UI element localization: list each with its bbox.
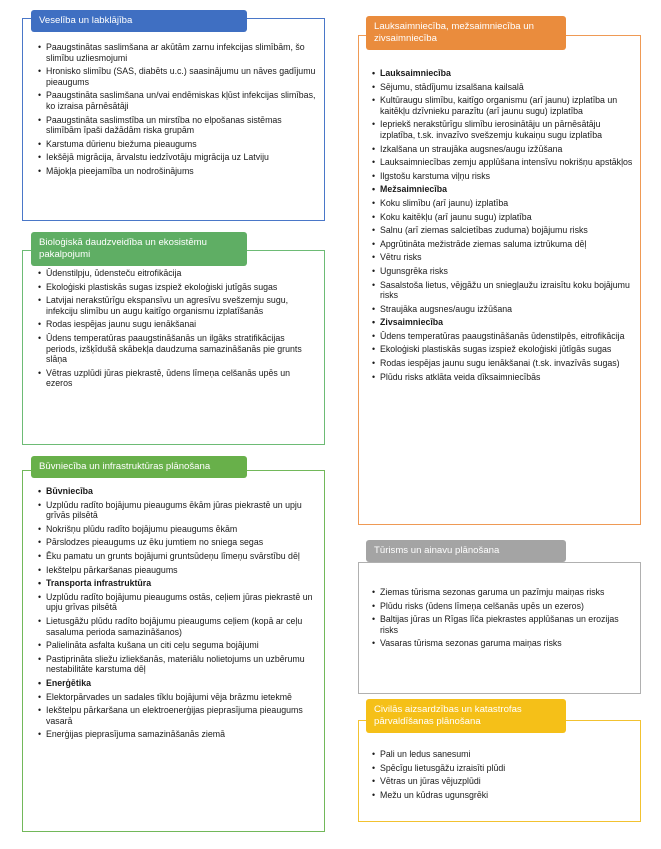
construction-subheading: • Transporta infrastruktūra: [38, 578, 318, 589]
civil-protection-item: • Mežu un kūdras ugunsgrēki: [372, 790, 634, 801]
agriculture-item: • Ekoloģiski plastiskās sugas izspiež ekoloģiski jūtīgās sugas: [372, 344, 634, 355]
agriculture-subheading: • Mežsaimniecība: [372, 184, 634, 195]
construction-item: • Uzplūdu radīto bojājumu pieaugums ostās, ceļiem jūras piekrastē un upju grīvas pilsētā: [38, 592, 318, 613]
tourism-header: Tūrisms un ainavu plānošana: [366, 540, 566, 562]
civil-protection-header: Civilās aizsardzības un katastrofas pārvaldīšanas plānošana: [366, 699, 566, 733]
health-header: Veselība un labklājība: [31, 10, 247, 32]
construction-item: • Elektorpārvades un sadales tīklu bojājumi vēja brāzmu ietekmē: [38, 692, 318, 703]
health-item: • Paaugstinātas saslimšana ar akūtām zarnu infekcijas slimībām, šo slimību uzliesmojumi: [38, 42, 318, 63]
construction-item: • Pastiprināta sliežu izliekšanās, materiālu nolietojums un uzbērumu nestabilitāte karstuma dēļ: [38, 654, 318, 675]
health-item: • Paaugstināta saslimstība un mirstība no elpošanas sistēmas slimībām īpaši dažādām riska grupām: [38, 115, 318, 136]
construction-item: • Ēku pamatu un grunts bojājumi gruntsūdeņu līmeņu svārstību dēļ: [38, 551, 318, 562]
agriculture-item: • Izkalšana un straujāka augsnes/augu izžūšana: [372, 144, 634, 155]
biodiversity-item: • Ūdens temperatūras paaugstināšanās un ilgāks stratifikācijas periods, izšķīdušā skābekļa daudzuma samazināšanās pie grunts slāņa: [38, 333, 318, 365]
agriculture-item: • Koku slimību (arī jaunu) izplatība: [372, 198, 634, 209]
construction-subheading: • Būvniecība: [38, 486, 318, 497]
civil-protection-list: [372, 749, 634, 803]
biodiversity-item: • Rodas iespējas jaunu sugu ienākšanai: [38, 319, 318, 330]
agriculture-item: • Ūdens temperatūras paaugstināšanās ūdenstilpēs, eitrofikācija: [372, 331, 634, 342]
construction-item: • Pārslodzes pieaugums uz ēku jumtiem no sniega segas: [38, 537, 318, 548]
agriculture-subheading: • Lauksaimniecība: [372, 68, 634, 79]
agriculture-item: • Apgrūtināta mežistrāde ziemas saluma iztrūkuma dēļ: [372, 239, 634, 250]
health-item: • Paaugstināta saslimšana un/vai endēmiskas kļūst infekcijas slimības, ko izraisa pārnēsātāji: [38, 90, 318, 111]
agriculture-item: • Iepriekš nerakstūrīgu slimību ierosinātāju un pārnēsātāju izplatība, t.sk. invazīvo svešzemju kukaiņu sugu izplatība: [372, 119, 634, 140]
health-item: • Hronisko slimību (SAS, diabēts u.c.) saasinājumu un nāves gadījumu pieaugums: [38, 66, 318, 87]
agriculture-item: • Plūdu risks atklāta veida dīksaimniecībās: [372, 372, 634, 383]
biodiversity-header: Bioloģiskā daudzveidība un ekosistēmu pakalpojumi: [31, 232, 247, 266]
construction-item: • Iekštelpu pārkaršanas pieaugums: [38, 565, 318, 576]
agriculture-item: • Salnu (arī ziemas salcietības zuduma) bojājumu risks: [372, 225, 634, 236]
construction-list: [38, 486, 318, 743]
civil-protection-item: • Pali un ledus sanesumi: [372, 749, 634, 760]
tourism-item: • Vasaras tūrisma sezonas garuma maiņas risks: [372, 638, 634, 649]
agriculture-item: • Vētru risks: [372, 252, 634, 263]
agriculture-item: • Ugunsgrēka risks: [372, 266, 634, 277]
civil-protection-item: • Spēcīgu lietusgāžu izraisīti plūdi: [372, 763, 634, 774]
agriculture-item: • Rodas iespējas jaunu sugu ienākšanai (t.sk. invazīvās sugas): [372, 358, 634, 369]
agriculture-item: • Sasalstoša lietus, vējgāžu un sniegļaužu izraisītu koku bojājumu risks: [372, 280, 634, 301]
construction-item: • Uzplūdu radīto bojājumu pieaugums ēkām jūras piekrastē un upju grīvās pilsētā: [38, 500, 318, 521]
health-list: [38, 42, 318, 180]
biodiversity-item: • Ekoloģiski plastiskās sugas izspiež ekoloģiski jutīgās sugas: [38, 282, 318, 293]
agriculture-item: • Koku kaitēkļu (arī jaunu sugu) izplatība: [372, 212, 634, 223]
biodiversity-list: [38, 268, 318, 392]
biodiversity-item: • Vētras uzplūdi jūras piekrastē, ūdens līmeņa celšanās upēs un ezeros: [38, 368, 318, 389]
agriculture-item: • Straujāka augsnes/augu izžūšana: [372, 304, 634, 315]
health-item: • Mājokļa pieejamība un nodrošinājums: [38, 166, 318, 177]
health-item: • Iekšējā migrācija, ārvalstu iedzīvotāju migrācija uz Latviju: [38, 152, 318, 163]
construction-header: Būvniecība un infrastruktūras plānošana: [31, 456, 247, 478]
construction-item: • Palielināta asfalta kušana un citi ceļu seguma bojājumi: [38, 640, 318, 651]
health-item: • Karstuma dūrienu biežuma pieaugums: [38, 139, 318, 150]
civil-protection-item: • Vētras un jūras vējuzplūdi: [372, 776, 634, 787]
biodiversity-item: • Ūdenstilpju, ūdensteču eitrofikācija: [38, 268, 318, 279]
construction-item: • Enerģijas pieprasījuma samazināšanās ziemā: [38, 729, 318, 740]
construction-item: • Iekštelpu pārkaršana un elektroenerģijas pieprasījuma pieaugums vasarā: [38, 705, 318, 726]
agriculture-subheading: • Zivsaimniecība: [372, 317, 634, 328]
tourism-item: • Baltijas jūras un Rīgas līča piekrastes applūšanas un erozijas risks: [372, 614, 634, 635]
construction-item: • Nokrišņu plūdu radīto bojājumu pieaugums ēkām: [38, 524, 318, 535]
tourism-item: • Plūdu risks (ūdens līmeņa celšanās upēs un ezeros): [372, 601, 634, 612]
tourism-item: • Ziemas tūrisma sezonas garuma un pazīmju maiņas risks: [372, 587, 634, 598]
agriculture-item: • Kultūraugu slimību, kaitīgo organismu (arī jaunu) izplatība un kaitēkļu dzīvnieku parazītu (arī jaunu sugu) izplatība: [372, 95, 634, 116]
agriculture-item: • Ilgstošu karstuma viļņu risks: [372, 171, 634, 182]
agriculture-list: [372, 68, 634, 385]
construction-subheading: • Enerģētika: [38, 678, 318, 689]
construction-item: • Lietusgāžu plūdu radīto bojājumu pieaugums ceļiem (kopā ar ceļu sasaluma perioda samazināšanos): [38, 616, 318, 637]
biodiversity-item: • Latvijai nerakstūrīgu ekspansīvu un agresīvu svešzemju sugu, infekciju slimību un augu kaitīgo organismu izplatīšanās: [38, 295, 318, 316]
agriculture-header: Lauksaimniecība, mežsaimniecība un zivsaimniecība: [366, 16, 566, 50]
agriculture-item: • Lauksaimniecības zemju applūšana intensīvu nokrišņu apstākļos: [372, 157, 634, 168]
tourism-list: [372, 587, 634, 652]
agriculture-item: • Sējumu, stādījumu izsalšana kailsalā: [372, 82, 634, 93]
